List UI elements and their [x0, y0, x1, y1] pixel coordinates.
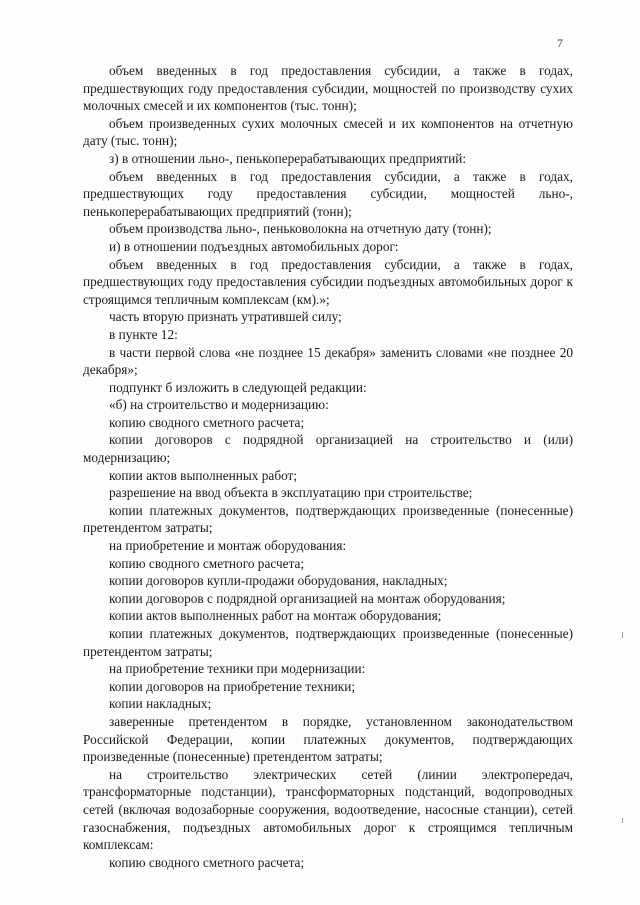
paragraph: на строительство электрических сетей (линии электропередач, трансформаторные подстанции), трансформаторных подстанций, водопроводных сетей (включая водозаборные сооружения, водоотведение, насосные станции), сетей газоснабжения, подъездных автомобильных дорог к строящимся тепличным комплексам: [83, 766, 573, 853]
paragraph: копии актов выполненных работ на монтаж оборудования; [109, 608, 442, 624]
paragraph: на приобретение и монтаж оборудования: [109, 538, 347, 554]
paragraph: объем произведенных сухих молочных смесей и их компонентов на отчетную дату (тыс. тонн); [83, 115, 573, 149]
paragraph: копии платежных документов, подтверждающих произведенные (понесенные) претендентом затраты; [83, 502, 573, 536]
paragraph: копии договоров на приобретение техники; [109, 678, 356, 694]
page-number: 7 [557, 36, 563, 50]
paragraph: копии договоров с подрядной организацией на строительство и (или) модернизацию; [83, 432, 573, 466]
paragraph: разрешение на ввод объекта в эксплуатацию при строительстве; [109, 485, 473, 501]
paragraph: в пункте 12: [109, 326, 178, 342]
scan-edge-mark [622, 818, 623, 823]
paragraph: заверенные претендентом в порядке, установленном законодательством Российской Федерации, копии платежных документов, подтверждающих произведенные (понесенные) претендентом затраты; [83, 713, 573, 765]
paragraph: объем введенных в год предоставления субсидии, а также в годах, предшествующих году предоставления субсидии, мощностей по производству сухих молочных смесей и их компонентов (тыс. тонн); [83, 63, 573, 114]
paragraph: в части первой слова «не позднее 15 декабря» заменить словами «не позднее 20 декабря»; [83, 344, 573, 378]
paragraph: и) в отношении подъездных автомобильных дорог: [109, 238, 399, 254]
paragraph: копию сводного сметного расчета; [109, 414, 305, 430]
paragraph: «б) на строительство и модернизацию: [109, 397, 329, 413]
paragraph: копию сводного сметного расчета; [109, 555, 305, 571]
paragraph: копии актов выполненных работ; [109, 467, 298, 483]
paragraph: копии платежных документов, подтверждающих произведенные (понесенные) претендентом затраты; [83, 626, 573, 659]
paragraph: копии накладных; [109, 696, 212, 712]
document-body [83, 62, 573, 871]
paragraph: з) в отношении льно-, пенькоперерабатывающих предприятий: [109, 150, 467, 166]
paragraph: объем производства льно-, пеньковолокна на отчетную дату (тонн); [109, 221, 492, 237]
paragraph: объем введенных в год предоставления субсидии, а также в годах, предшествующих году предоставления субсидии подъездных автомобильных дорог к строящимся тепличным комплексам (км).»; [83, 256, 573, 307]
paragraph: на приобретение техники при модернизации: [109, 661, 366, 677]
paragraph: копии договоров с подрядной организацией на монтаж оборудования; [109, 590, 506, 606]
paragraph: объем введенных в год предоставления субсидии, а также в годах, предшествующих году предоставления субсидии, мощностей льно-, пенькоперерабатывающих предприятий (тонн); [83, 168, 573, 219]
paragraph: подпункт б изложить в следующей редакции: [109, 379, 367, 395]
paragraph: копии договоров купли-продажи оборудования, накладных; [109, 573, 448, 589]
scan-edge-mark [622, 632, 623, 638]
paragraph: копию сводного сметного расчета; [109, 854, 305, 870]
paragraph: часть вторую признать утратившей силу; [109, 309, 342, 325]
